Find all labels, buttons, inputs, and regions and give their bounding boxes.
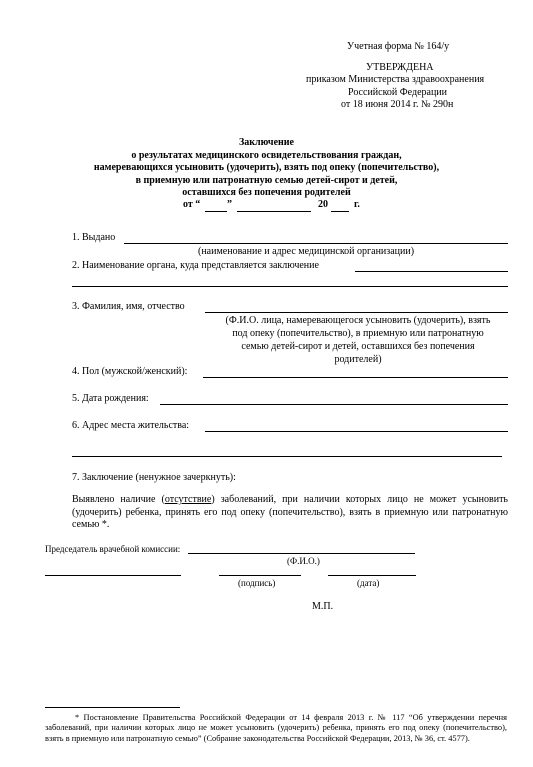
field-1-hint: (наименование и адрес медицинской организации): [198, 246, 415, 257]
field-6-line-2[interactable]: [72, 456, 502, 457]
field-3-hint-3: семью детей-сирот и детей, оставшихся без попечения: [241, 341, 475, 352]
seal-label: М.П.: [312, 601, 334, 612]
field-6-line[interactable]: [205, 431, 508, 432]
title-line-5: оставшихся без попечения родителей: [182, 187, 351, 198]
conclusion-paragraph: [72, 494, 508, 532]
field-3-hint-1: (Ф.И.О. лица, намеревающегося усыновить (удочерить), взять: [225, 315, 491, 326]
title-line-4: в приемную или патронатную семью детей-сирот и детей,: [135, 175, 398, 186]
date-month-line[interactable]: [237, 211, 311, 212]
fio-hint: (Ф.И.О.): [287, 556, 320, 566]
date-year-line[interactable]: [331, 211, 349, 212]
footnote-text: * Постановление Правительства Российской Федерации от 14 февраля 2013 г. № 117 “Об утверждении перечня заболеваний, при наличии которых лицо не может усыновить (удочерить) ребенка, принять его под опеку (попечительство), взять в приемную или патронатную семью” (Собрание законодательства Российской Федерации, 2013, № 36, ст. 4577).: [45, 713, 507, 743]
title-date-mid: ”: [227, 199, 232, 210]
field-5-label: 5. Дата рождения:: [72, 393, 149, 404]
order-line-1: приказом Министерства здравоохранения: [306, 74, 485, 85]
date-line[interactable]: [328, 575, 416, 576]
field-5-line[interactable]: [160, 404, 508, 405]
title-line-3: намеревающихся усыновить (удочерить), взять под опеку (попечительство),: [93, 162, 440, 173]
field-3-label: 3. Фамилия, имя, отчество: [72, 301, 185, 312]
date-hint: (дата): [357, 578, 380, 588]
conclusion-part-2: ) заболеваний, при наличии которых лицо не может усыновить (удочерить) ребенка, принять его под опеку (попечительство), взять в приемную или патронатную семью *.: [72, 494, 508, 531]
title-date-year: 20: [318, 199, 328, 210]
field-7-label: 7. Заключение (ненужное зачеркнуть):: [72, 472, 236, 483]
field-1-label: 1. Выдано: [72, 232, 116, 243]
approved-label: УТВЕРЖДЕНА: [366, 62, 434, 73]
chair-fio-line[interactable]: [188, 553, 415, 554]
title-line-2: о результатах медицинского освидетельствования граждан,: [131, 150, 402, 161]
signature-line[interactable]: [219, 575, 301, 576]
field-2-line[interactable]: [355, 271, 508, 272]
conclusion-absence[interactable]: отсутствие: [164, 494, 212, 505]
field-4-line[interactable]: [203, 377, 508, 378]
order-line-3: от 18 июня 2014 г. № 290н: [341, 99, 454, 110]
footnote-separator: [45, 707, 180, 708]
field-2-line-2[interactable]: [72, 286, 508, 287]
field-2-label: 2. Наименование органа, куда представляется заключение: [72, 260, 319, 271]
field-6-label: 6. Адрес места жительства:: [72, 420, 190, 431]
field-3-hint-2: под опеку (попечительство), в приемную или патронатную: [232, 328, 484, 339]
title-date-suffix: г.: [354, 199, 360, 210]
date-day-line[interactable]: [205, 211, 227, 212]
field-4-label: 4. Пол (мужской/женский):: [72, 366, 188, 377]
title-date-prefix: от “: [183, 199, 201, 210]
conclusion-part-1: Выявлено наличие (: [72, 494, 165, 505]
title-line-1: Заключение: [239, 137, 294, 148]
field-3-line[interactable]: [205, 312, 508, 313]
form-number: Учетная форма № 164/у: [347, 41, 450, 52]
position-line[interactable]: [45, 575, 181, 576]
field-1-line[interactable]: [124, 243, 508, 244]
order-line-2: Российской Федерации: [348, 87, 448, 98]
field-3-hint-4: родителей): [334, 354, 382, 365]
chair-label: Председатель врачебной комиссии:: [45, 544, 181, 554]
signature-hint: (подпись): [238, 578, 276, 588]
